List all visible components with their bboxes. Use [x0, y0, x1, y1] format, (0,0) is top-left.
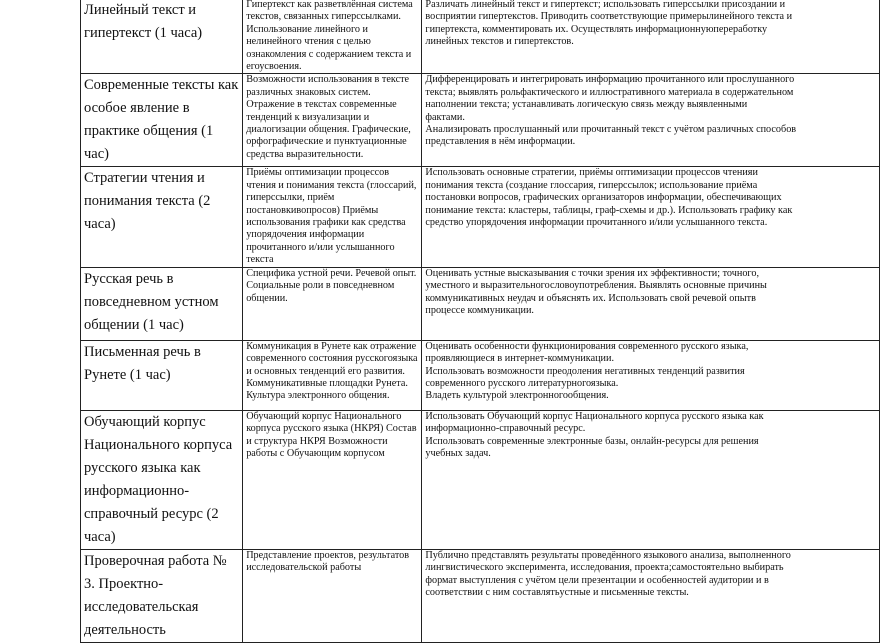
- activity-line: фактами.: [425, 111, 465, 123]
- activities-cell: [422, 410, 880, 549]
- activity-line: представления в нём информации.: [425, 136, 576, 148]
- activity-line: формат выступления с учётом цели презентации и особенностей аудитории и в: [425, 574, 769, 586]
- table-row: [81, 0, 880, 74]
- table-row: [81, 267, 880, 340]
- activity-line: коммуникативных неудач и объяснять их. Использовать свой речевой опытв: [425, 292, 756, 304]
- table-row: [81, 74, 880, 167]
- activity-line: современного русского литературногоязыка.: [425, 377, 619, 389]
- activity-line: Использовать основные стратегии, приёмы оптимизации процессов чтенияи: [425, 167, 758, 179]
- activity-line: гипертекста, комментировать их. Осуществлять информационнуюпереработку: [425, 23, 768, 35]
- activity-line: информационно-справочный ресурс.: [425, 423, 586, 435]
- content-cell: Приёмы оптимизации процессов чтения и понимания текста (глоссарий, гиперссылки, приём постановкивопросов) Приёмы использования графики как средства упорядочения информации прочитанного и/или услышанного текста: [243, 167, 422, 267]
- activity-line: Оценивать устные высказывания с точки зрения их эффективности; точного,: [425, 267, 759, 279]
- content-cell: Обучающий корпус Национального корпуса русского языка (НКРЯ) Состав и структура НКРЯ Возможности работы с Обучающим корпусом: [243, 410, 422, 549]
- activity-line: Различать линейный текст и гипертекст; использовать гиперссылки присоздании и: [425, 0, 786, 10]
- activity-line: постановки вопросов, графических организаторов информации, обеспечивающих: [425, 192, 782, 204]
- content-cell: Представление проектов, результатов исследовательской работы: [243, 549, 422, 642]
- activities-cell: [422, 340, 880, 410]
- content-cell: Специфика устной речи. Речевой опыт. Социальные роли в повседневном общении.: [243, 267, 422, 340]
- table-row: [81, 410, 880, 549]
- activity-line: лингвистического эксперимента, исследования, проекта;самостоятельно выбирать: [425, 562, 784, 574]
- content-cell: Коммуникация в Рунете как отражение современного состояния русскогоязыка и основных тенденций его развития. Коммуникативные площадки Рунета. Культура электронного общения.: [243, 340, 422, 410]
- activity-line: проявляющиеся в интернет-коммуникации.: [425, 353, 615, 365]
- topic-cell: Стратегии чтения и понимания текста (2 часа): [81, 167, 243, 267]
- activities-cell: [422, 267, 880, 340]
- activities-cell: [422, 74, 880, 167]
- table-row: [81, 167, 880, 267]
- topic-cell: Обучающий корпус Национального корпуса русского языка как информационно-справочный ресурс (2 часа): [81, 410, 243, 549]
- topic-cell: Русская речь в повседневном устном общении (1 час): [81, 267, 243, 340]
- content-cell: Гипертекст как разветвлённая система текстов, связанных гиперссылками. Использование линейного и нелинейного чтения с целью ознакомления с содержанием текста и егоусвоения.: [243, 0, 422, 74]
- table-row: [81, 340, 880, 410]
- curriculum-table: [80, 0, 880, 643]
- topic-cell: Линейный текст и гипертекст (1 часа): [81, 0, 243, 74]
- table-row: [81, 549, 880, 642]
- activity-line: понимание текста: кластеры, таблицы, граф-схемы и др.). Использовать графику как: [425, 204, 793, 216]
- activities-cell: [422, 167, 880, 267]
- activity-line: средство упорядочения информации прочитанного и/или услышанного текста.: [425, 217, 768, 229]
- activity-line: соответствии с ним составлятьустные и письменные тексты.: [425, 586, 689, 598]
- activity-line: Владеть культурой электронногообщения.: [425, 390, 609, 402]
- activity-line: Анализировать прослушанный или прочитанный текст с учётом различных способов: [425, 124, 797, 136]
- activities-cell: [422, 0, 880, 74]
- activity-line: Использовать современные электронные базы, онлайн-ресурсы для решения: [425, 435, 759, 447]
- activity-line: Публично представлять результаты проведённого языкового анализа, выполненного: [425, 549, 791, 561]
- activity-line: учебных задач.: [425, 447, 491, 459]
- topic-cell: Современные тексты как особое явление в практике общения (1 час): [81, 74, 243, 167]
- topic-cell: Проверочная работа № 3. Проектно-исследовательская деятельность: [81, 549, 243, 642]
- activity-line: Оценивать особенности функционирования современного русского языка,: [425, 340, 749, 352]
- activity-line: процессе коммуникации.: [425, 304, 534, 316]
- activity-line: текста; выявлять рольфактического и иллюстративного материала в содержательном: [425, 86, 794, 98]
- activity-line: понимания текста (создание глоссария, гиперссылок; использование приёма: [425, 179, 758, 191]
- activity-line: Использовать Обучающий корпус Национального корпуса русского языка как: [425, 410, 764, 422]
- content-cell: Возможности использования в тексте различных знаковых систем. Отражение в текстах современные тенденций к визуализации и диалогизации общения. Графические, орфографические и пунктуационные средства выразительности.: [243, 74, 422, 167]
- activity-line: Дифференцировать и интегрировать информацию прочитанного или прослушанного: [425, 74, 795, 86]
- activity-line: Использовать возможности преодоления негативных тенденций развития: [425, 365, 745, 377]
- activity-line: уместного и выразительногословоупотребления. Выявлять основные причины: [425, 280, 767, 292]
- activities-cell: [422, 549, 880, 642]
- activity-line: линейных текстов и гипертекстов.: [425, 36, 574, 48]
- topic-cell: Письменная речь в Рунете (1 час): [81, 340, 243, 410]
- activity-line: наполнении текста; устанавливать логическую связь между выявленными: [425, 99, 748, 111]
- activity-line: восприятии гипертекстов. Приводить соответствующие примерылинейного текста и: [425, 11, 793, 23]
